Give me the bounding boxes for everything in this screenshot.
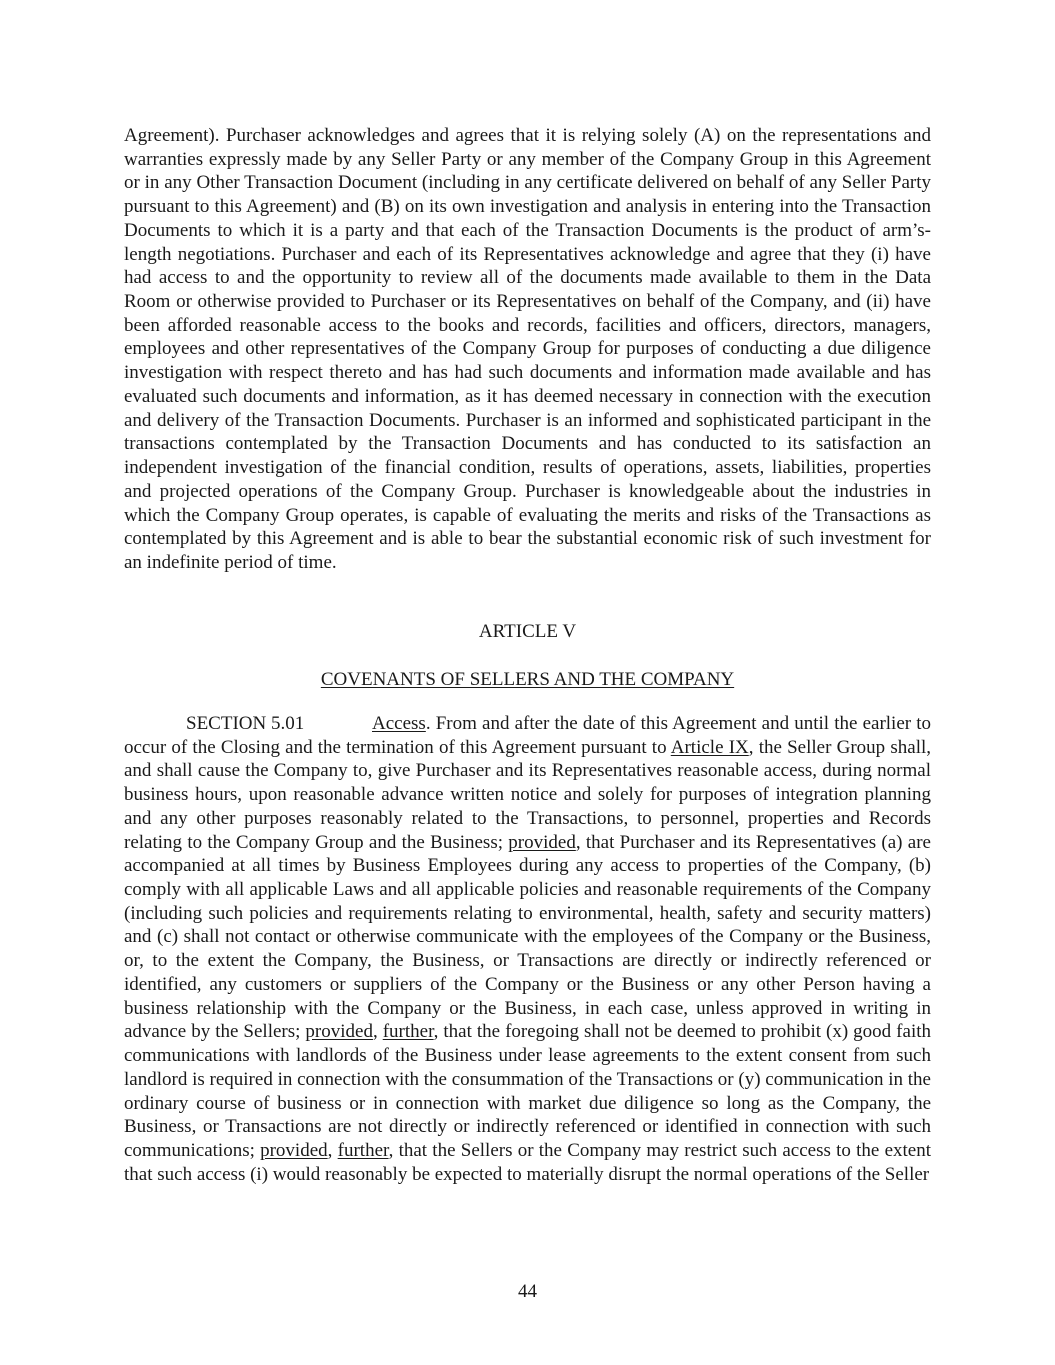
section-number: SECTION 5.01: [186, 713, 305, 734]
section-text-3: , that Purchaser and its Representatives (a) are accompanied at all times by Business Employees during any access to properties of the Company, (b) comply with all applicable Laws and all applicable policies and reasonable requirements of the Company (including such policies and requirements relating to environmental, health, safety and security matters) and (c) shall not contact or otherwise communicate with the employees of the Company or the Business, or, to the extent the Company, the Business, or Transactions are directly or indirectly referenced or identified, any customers or suppliers of the Company or the Business or any other Person having a business relationship with the Company or the Business, in each case, unless approved in writing in advance by the Sellers;: [124, 831, 931, 1043]
provided-term-1: provided: [508, 831, 576, 853]
page-number: 44: [518, 1281, 537, 1302]
paragraph-purchaser-acknowledgment: Agreement). Purchaser acknowledges and agrees that it is relying solely (A) on the representations and warranties expressly made by any Seller Party or any member of the Company Group in this Agreement or in any Other Transaction Document (including in any certificate delivered on behalf of any Seller Party pursuant to this Agreement) and (B) on its own investigation and analysis in entering into the Transaction Documents to which it is a party and that each of the Transaction Documents is the product of arm’s-length negotiations. Purchaser and each of its Representatives acknowledge and agree that they (i) have had access to and the opportunity to review all of the documents made available to them in the Data Room or otherwise provided to Purchaser or its Representatives on behalf of the Company, and (ii) have been afforded reasonable access to the books and records, facilities and officers, directors, managers, employees and other representatives of the Company Group for purposes of conducting a due diligence investigation with respect thereto and has had such documents and information made available and has evaluated such documents and information, as it has deemed necessary in connection with the execution and delivery of the Transaction Documents. Purchaser is an informed and sophisticated participant in the transactions contemplated by the Transaction Documents and has conducted to its satisfaction an independent investigation of the financial condition, results of operations, assets, liabilities, properties and projected operations of the Company Group. Purchaser is knowledgeable about the industries in which the Company Group operates, is capable of evaluating the merits and risks of the Transactions as contemplated by this Agreement and is able to bear the substantial economic risk of such investment for an indefinite period of time.: [124, 125, 931, 573]
article-title-text: COVENANTS OF SELLERS AND THE COMPANY: [320, 669, 735, 690]
section-text-4: , that the foregoing shall not be deemed to prohibit (x) good faith communications with landlords of the Business under lease agreements to the extent consent from such landlord is required in connection with the consummation of the Transactions or (y) communication in the ordinary course of business or in connection with market due diligence so long as the Company, the Business, or Transactions are not directly or indirectly referenced or identified in connection with such communications;: [124, 1021, 931, 1161]
section-text-5: , that the Sellers or the Company may restrict such access to the extent that such access (i) would reasonably be expected to materially disrupt the normal operations of the Seller: [124, 1139, 931, 1185]
article-title: [0, 668, 1055, 692]
section-text-2: , the Seller Group shall, and shall cause the Company to, give Purchaser and its Representatives reasonable access, during normal business hours, upon reasonable advance written notice and solely for purposes of integration planning and any other purposes reasonably related to the Transactions, to personnel, properties and Records relating to the Company Group and the Business;: [124, 736, 931, 853]
provided-term-3: provided: [260, 1139, 328, 1161]
provided-term-2: provided: [305, 1021, 373, 1043]
article-heading: ARTICLE V: [478, 621, 577, 642]
separator-3: ,: [327, 1139, 338, 1161]
article-ix-reference: Article IX: [670, 736, 749, 758]
separator-2: ,: [372, 1021, 383, 1043]
further-term-2: further: [382, 1021, 434, 1043]
section-title: Access: [372, 713, 426, 734]
section-5-01-paragraph: [124, 712, 931, 1186]
further-term-3: further: [337, 1139, 389, 1161]
section-text-1: . From and after the date of this Agreement and until the earlier to occur of the Closing and the termination of this Agreement pursuant to: [124, 713, 931, 758]
